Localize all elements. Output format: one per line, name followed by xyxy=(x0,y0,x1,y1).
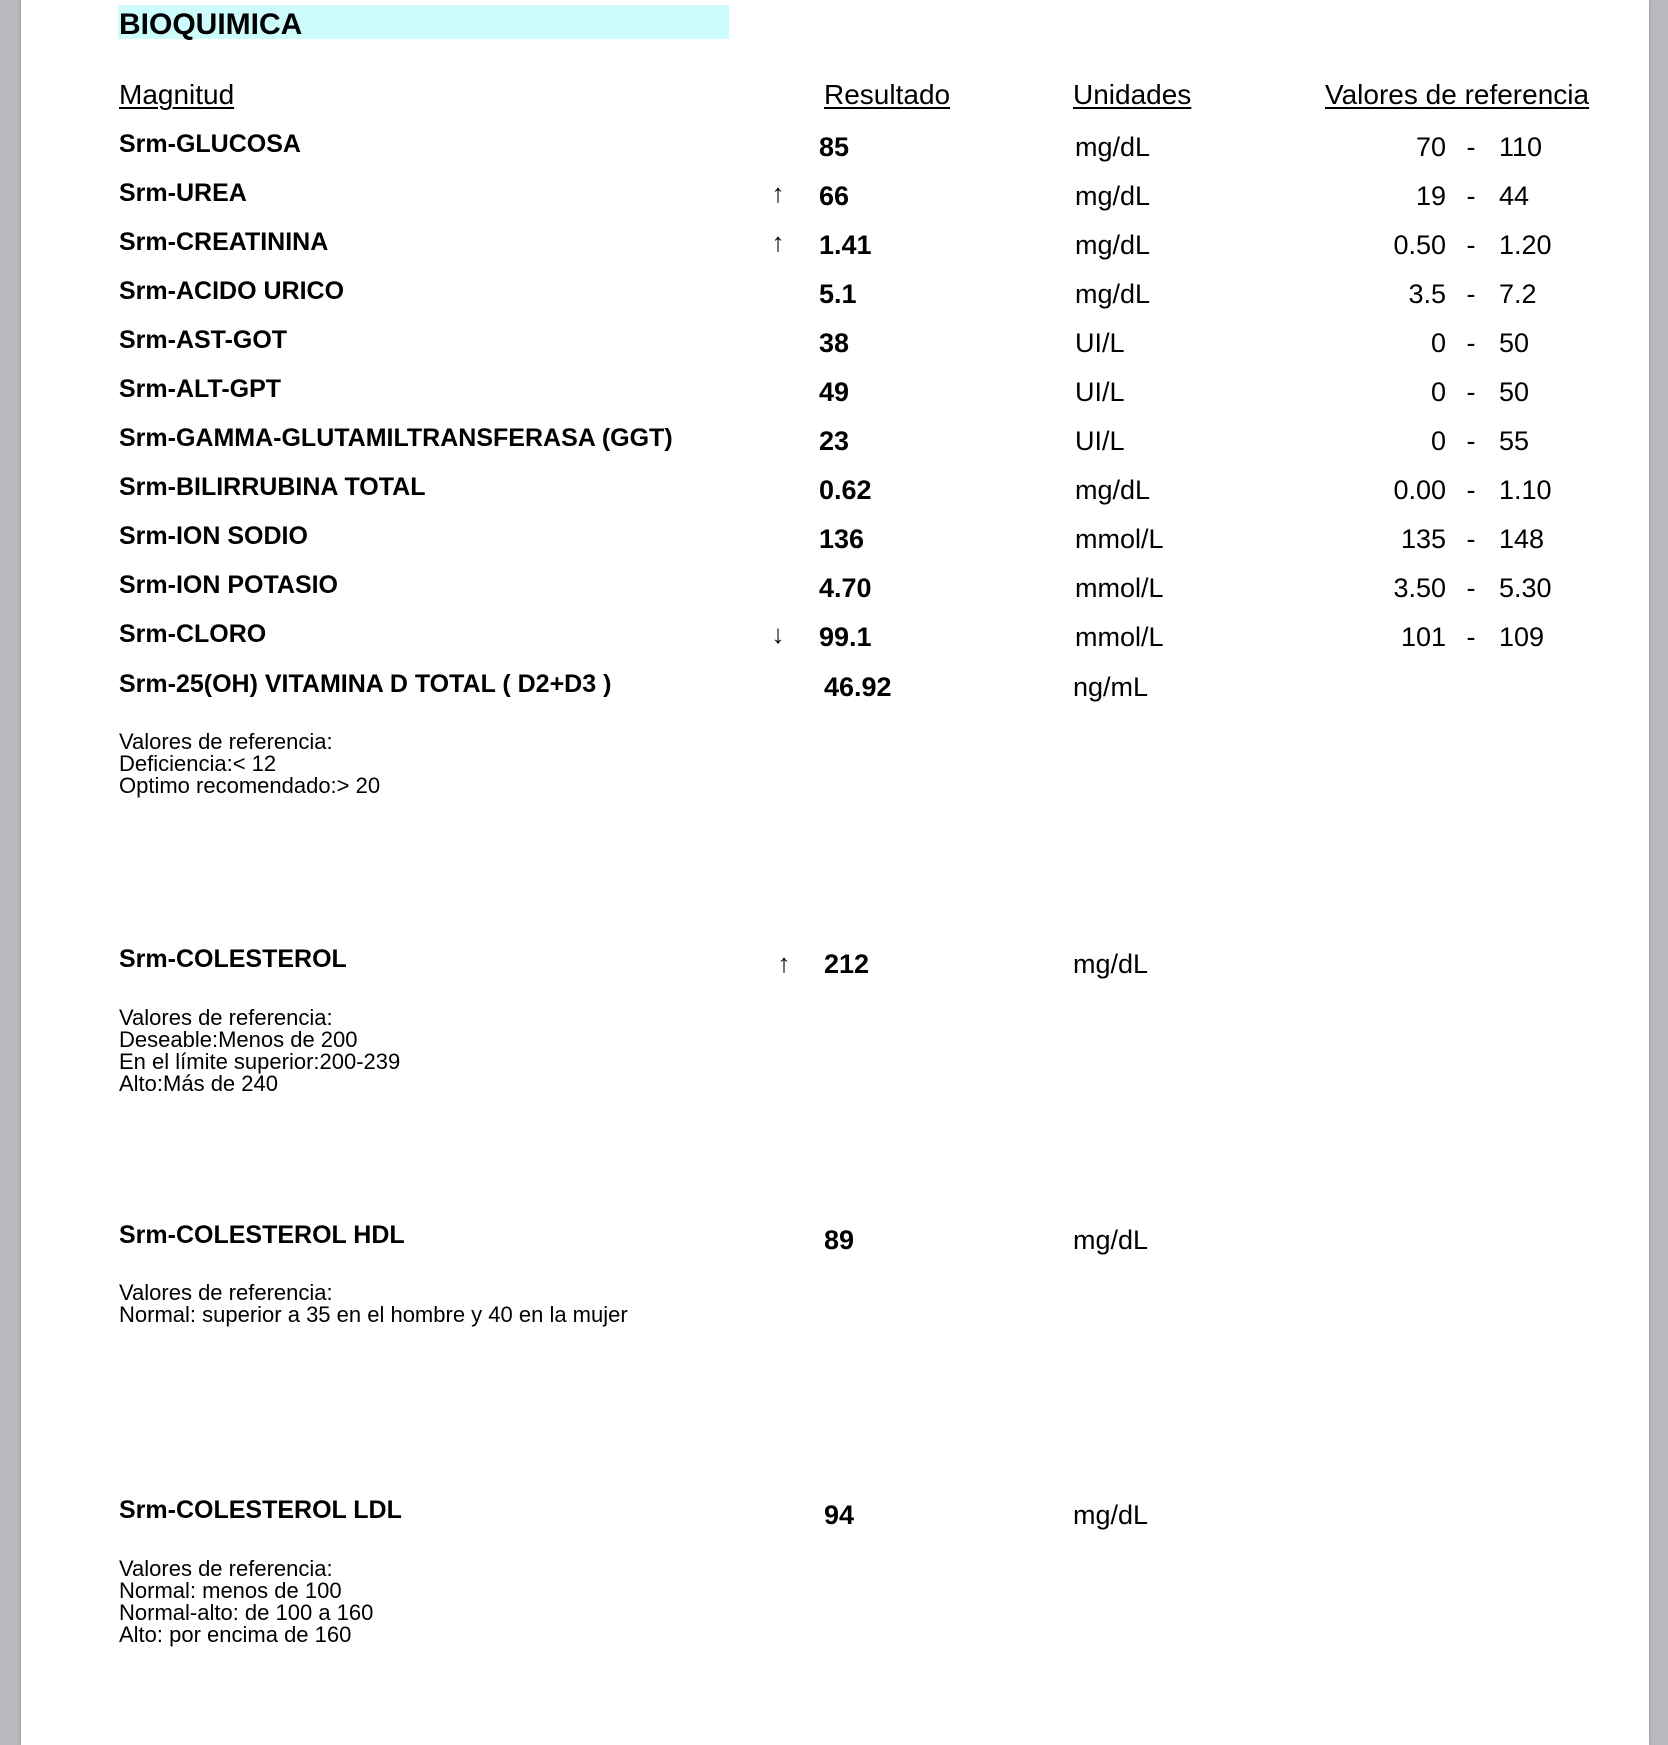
row-ref-high: 148 xyxy=(1499,524,1545,554)
row-ref-dash: - xyxy=(1466,230,1476,260)
row-ref-high: 44 xyxy=(1499,181,1530,211)
note-line: Normal-alto: de 100 a 160 xyxy=(119,1600,374,1625)
row-ref-dash: - xyxy=(1466,181,1476,211)
header-magnitud: Magnitud xyxy=(119,79,235,110)
row-name: Srm-GAMMA-GLUTAMILTRANSFERASA (GGT) xyxy=(119,424,673,452)
row-ref-high: 50 xyxy=(1499,377,1530,407)
note-line: Valores de referencia: xyxy=(119,1005,333,1030)
table-row xyxy=(21,520,1649,560)
note-line: Valores de referencia: xyxy=(119,729,333,754)
row-name: Srm-ION SODIO xyxy=(119,522,308,550)
row-name: Srm-BILIRRUBINA TOTAL xyxy=(119,473,426,501)
row-result: 212 xyxy=(824,949,870,979)
table-row xyxy=(21,226,1649,266)
row-ref-high: 50 xyxy=(1499,328,1530,358)
ldl-reference-note xyxy=(119,1558,373,1646)
row-name: Srm-ACIDO URICO xyxy=(119,277,345,305)
up-arrow-icon: ↑ xyxy=(777,948,791,978)
row-result: 89 xyxy=(824,1225,855,1255)
note-line: Alto: por encima de 160 xyxy=(119,1622,352,1647)
note-line: Alto:Más de 240 xyxy=(119,1071,278,1096)
colesterol-reference-note xyxy=(119,1007,400,1095)
row-result: 85 xyxy=(819,132,850,162)
table-row xyxy=(21,569,1649,609)
row-result: 136 xyxy=(819,524,865,554)
row-name: Srm-CREATININA xyxy=(119,228,329,256)
row-unit: UI/L xyxy=(1075,426,1125,456)
row-ref-low: 19 xyxy=(1415,181,1446,211)
row-result: 23 xyxy=(819,426,850,456)
row-result: 49 xyxy=(819,377,850,407)
note-line: En el límite superior:200-239 xyxy=(119,1049,401,1074)
row-unit: mg/dL xyxy=(1073,949,1149,979)
row-unit: ng/mL xyxy=(1073,672,1149,702)
row-unit: mg/dL xyxy=(1075,230,1151,260)
row-unit: UI/L xyxy=(1075,377,1125,407)
row-ref-high: 1.10 xyxy=(1499,475,1552,505)
row-result: 99.1 xyxy=(819,622,872,652)
up-arrow-icon: ↑ xyxy=(771,178,785,208)
row-name: Srm-COLESTEROL LDL xyxy=(119,1496,402,1524)
row-unit: mg/dL xyxy=(1075,181,1151,211)
row-name: Srm-UREA xyxy=(119,179,247,207)
note-line: Deficiencia:< 12 xyxy=(119,751,277,776)
hdl-reference-note xyxy=(119,1282,628,1326)
row-ref-low: 101 xyxy=(1400,622,1446,652)
row-ref-high: 110 xyxy=(1499,132,1543,162)
row-ref-dash: - xyxy=(1466,622,1476,652)
row-unit: mg/dL xyxy=(1073,1225,1149,1255)
row-ref-low: 3.50 xyxy=(1393,573,1446,603)
header-unidades: Unidades xyxy=(1073,79,1192,110)
row-unit: mg/dL xyxy=(1075,132,1151,162)
row-name: Srm-25(OH) VITAMINA D TOTAL ( D2+D3 ) xyxy=(119,670,612,698)
row-name: Srm-COLESTEROL HDL xyxy=(119,1221,405,1249)
row-unit: mmol/L xyxy=(1075,573,1164,603)
table-row xyxy=(21,275,1649,315)
row-ref-dash: - xyxy=(1466,524,1476,554)
table-row xyxy=(21,943,1649,983)
row-ref-low: 135 xyxy=(1400,524,1446,554)
note-line: Valores de referencia: xyxy=(119,1280,333,1305)
row-name: Srm-ION POTASIO xyxy=(119,571,339,599)
note-line: Valores de referencia: xyxy=(119,1556,333,1581)
section-title: BIOQUIMICA xyxy=(119,8,303,41)
note-line: Normal: superior a 35 en el hombre y 40 en la mujer xyxy=(119,1302,628,1327)
row-ref-dash: - xyxy=(1466,279,1476,309)
note-line: Deseable:Menos de 200 xyxy=(119,1027,358,1052)
down-arrow-icon: ↓ xyxy=(771,619,785,649)
row-ref-high: 1.20 xyxy=(1499,230,1552,260)
table-row xyxy=(21,128,1649,168)
row-name: Srm-AST-GOT xyxy=(119,326,288,354)
table-row xyxy=(21,668,1649,708)
row-ref-low: 0 xyxy=(1430,377,1446,407)
row-name: Srm-CLORO xyxy=(119,620,267,648)
note-line: Normal: menos de 100 xyxy=(119,1578,342,1603)
note-line: Optimo recomendado:> 20 xyxy=(119,773,381,798)
header-resultado: Resultado xyxy=(824,79,951,110)
row-result: 46.92 xyxy=(824,672,892,702)
row-ref-dash: - xyxy=(1466,328,1476,358)
row-ref-low: 0.50 xyxy=(1393,230,1446,260)
row-ref-dash: - xyxy=(1466,426,1476,456)
table-row xyxy=(21,177,1649,217)
row-ref-dash: - xyxy=(1466,132,1476,162)
row-ref-high: 109 xyxy=(1499,622,1545,652)
table-row xyxy=(21,1219,1649,1259)
row-result: 4.70 xyxy=(819,573,872,603)
table-row xyxy=(21,618,1649,658)
row-ref-low: 3.5 xyxy=(1408,279,1446,309)
row-ref-low: 0 xyxy=(1430,328,1446,358)
row-ref-high: 55 xyxy=(1499,426,1530,456)
row-result: 0.62 xyxy=(819,475,872,505)
row-result: 1.41 xyxy=(819,230,872,260)
row-result: 66 xyxy=(819,181,850,211)
row-result: 5.1 xyxy=(819,279,857,309)
row-unit: mmol/L xyxy=(1075,524,1164,554)
row-unit: mg/dL xyxy=(1073,1500,1149,1530)
row-ref-dash: - xyxy=(1466,377,1476,407)
up-arrow-icon: ↑ xyxy=(771,227,785,257)
vitamin-d-reference-note xyxy=(119,731,380,797)
row-ref-high: 7.2 xyxy=(1499,279,1537,309)
table-row xyxy=(21,471,1649,511)
row-name: Srm-COLESTEROL xyxy=(119,945,347,973)
row-result: 94 xyxy=(824,1500,855,1530)
row-unit: mg/dL xyxy=(1075,279,1151,309)
table-row xyxy=(21,373,1649,413)
row-unit: mmol/L xyxy=(1075,622,1164,652)
row-ref-high: 5.30 xyxy=(1499,573,1552,603)
report-page xyxy=(21,0,1649,1745)
row-unit: mg/dL xyxy=(1075,475,1151,505)
row-ref-low: 0.00 xyxy=(1393,475,1446,505)
row-name: Srm-ALT-GPT xyxy=(119,375,282,403)
table-row xyxy=(21,422,1649,462)
row-unit: UI/L xyxy=(1075,328,1125,358)
row-ref-dash: - xyxy=(1466,573,1476,603)
row-ref-low: 70 xyxy=(1415,132,1446,162)
header-valores-referencia: Valores de referencia xyxy=(1325,79,1590,110)
table-row xyxy=(21,324,1649,364)
row-name: Srm-GLUCOSA xyxy=(119,130,301,158)
row-ref-dash: - xyxy=(1466,475,1476,505)
table-row xyxy=(21,1494,1649,1534)
row-result: 38 xyxy=(819,328,850,358)
row-ref-low: 0 xyxy=(1430,426,1446,456)
